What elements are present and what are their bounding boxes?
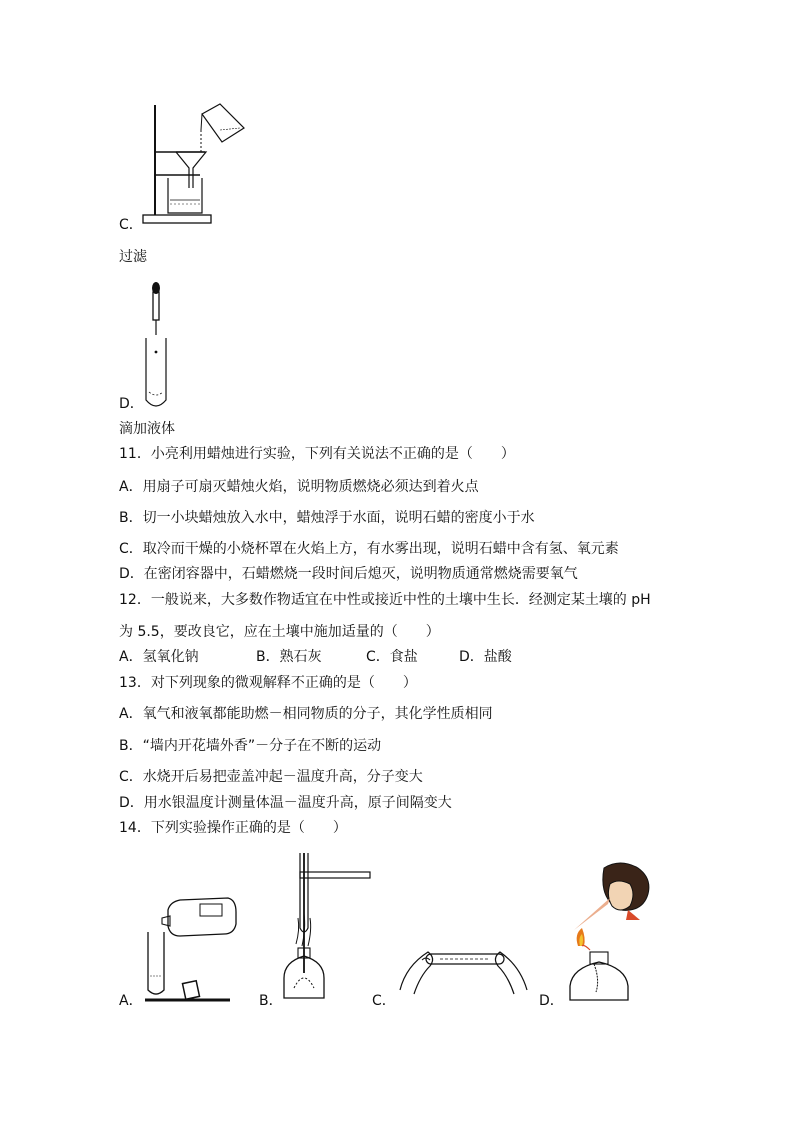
q14-option-d-label: D． (539, 993, 564, 1009)
q11-option-c: C．取冷而干燥的小烧杯罩在火焰上方，有水雾出现，说明石蜡中含有氢、氧元素 (119, 541, 619, 557)
q13-option-d: D．用水银温度计测量体温－温度升高，原子间隔变大 (119, 795, 452, 811)
q14-figure-a (140, 890, 240, 1005)
dropper-test-tube-icon (140, 280, 170, 412)
filtration-apparatus-icon (140, 100, 250, 230)
heating-tube-icon (280, 848, 375, 1008)
q13-option-a: A．氧气和液氧都能助燃－相同物质的分子，其化学性质相同 (119, 706, 493, 722)
option-d-caption: 滴加液体 (119, 421, 175, 437)
q13-option-c: C．水烧开后易把壶盖冲起－温度升高，分子变大 (119, 769, 423, 785)
q11-option-a: A．用扇子可扇灭蜡烛火焰，说明物质燃烧必须达到着火点 (119, 479, 479, 495)
dropper-figure (140, 280, 170, 412)
q12-option-a: A．氢氧化钠 (119, 649, 199, 665)
q13-stem: 13．对下列现象的微观解释不正确的是（ ） (119, 675, 417, 691)
option-c-caption: 过滤 (119, 249, 147, 265)
q11-option-b: B．切一小块蜡烛放入水中，蜡烛浮于水面，说明石蜡的密度小于水 (119, 510, 535, 526)
q14-figure-b (280, 848, 375, 1008)
q12-option-c: C．食盐 (366, 649, 418, 665)
q13-option-b: B．“墙内开花墙外香”－分子在不断的运动 (119, 738, 382, 754)
q14-option-b-label: B． (259, 993, 283, 1009)
filtration-figure (140, 100, 250, 230)
blowing-out-lamp-icon (560, 860, 660, 1005)
option-d-label: D． (119, 396, 144, 412)
q12-stem-line1: 12．一般说来，大多数作物适宜在中性或接近中性的土壤中生长．经测定某土壤的 pH (119, 592, 651, 608)
q12-option-d: D．盐酸 (459, 649, 512, 665)
hands-test-tube-icon (396, 930, 531, 1000)
q12-option-b: B．熟石灰 (256, 649, 322, 665)
q14-option-c-label: C． (372, 993, 396, 1009)
q12-stem-line2: 为 5.5，要改良它，应在土壤中施加适量的（ ） (119, 624, 440, 640)
q14-option-a-label: A． (119, 993, 143, 1009)
pouring-liquid-icon (140, 890, 240, 1005)
q14-stem: 14．下列实验操作正确的是（ ） (119, 820, 347, 836)
q11-stem: 11．小亮利用蜡烛进行实验，下列有关说法不正确的是（ ） (119, 446, 515, 462)
q14-figure-c (396, 930, 531, 1000)
option-c-label: C． (119, 217, 143, 233)
q14-figure-d (560, 860, 660, 1005)
q11-option-d: D．在密闭容器中，石蜡燃烧一段时间后熄灭，说明物质通常燃烧需要氧气 (119, 566, 578, 582)
